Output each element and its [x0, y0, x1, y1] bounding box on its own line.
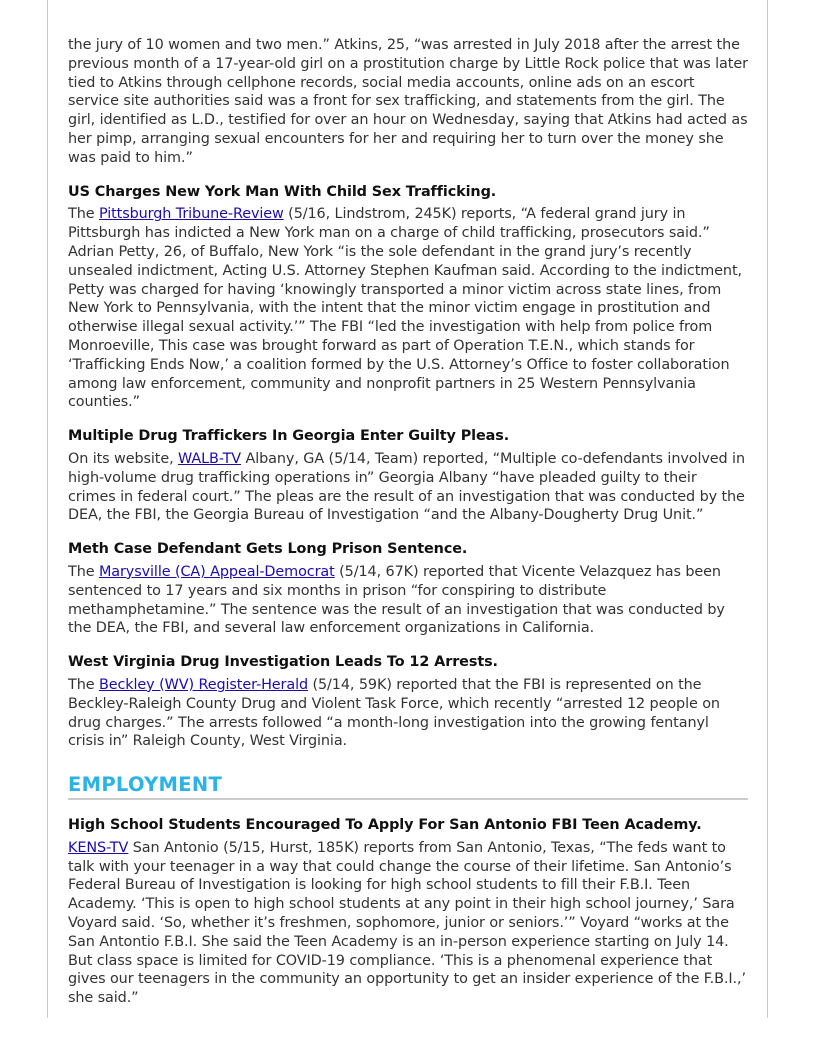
story-headline: High School Students Encouraged To Apply For San Antonio FBI Teen Academy. [68, 817, 702, 834]
newsletter-content [68, 36, 748, 1008]
story-3 [68, 653, 748, 751]
story-paragraph [68, 839, 748, 1008]
story-lead: On its website, [68, 450, 179, 467]
story-lead: The [68, 206, 99, 223]
story-body: (5/14, 59K) reported that the FBI is represented on the Beckley-Raleigh County Drug and Violent Task Force, which recently “arrested 12 people on drug charges.” The arrests followed “a month-long investigation into the growing fentanyl crisis in” Raleigh County, West Virginia. [68, 676, 720, 750]
story-lead: The [68, 563, 99, 580]
source-link[interactable]: KENS-TV [68, 839, 129, 856]
story-body: (5/16, Lindstrom, 245K) reports, “A federal grand jury in Pittsburgh has indicted a New York man on a charge of child trafficking, prosecutors said.” Adrian Petty, 26, of Buffalo, New York “is the sole defendant in the grand jury’s recently unsealed indictment, Acting U.S. Attorney Stephen Kaufman said. According to the indictment, Petty was charged for having ‘knowingly transported a minor victim across state lines, from New York to Pennsylvania, with the intent that the minor victim engage in prostitution and otherwise illegal sexual activity.’” The FBI “led the investigation with help from police from Monroeville, This case was brought forward as part of Operation T.E.N., which stands for ‘Trafficking Ends Now,’ a coalition formed by the U.S. Attorney’s Office to foster collaboration among law enforcement, community and nonprofit partners in 25 Western Pennsylvania counties.” [68, 206, 742, 411]
story-paragraph [68, 676, 748, 751]
story-paragraph [68, 450, 748, 525]
source-link[interactable]: Marysville (CA) Appeal-Democrat [98, 563, 335, 580]
story-headline: West Virginia Drug Investigation Leads To 12 Arrests. [68, 654, 498, 671]
section-heading-employment: EMPLOYMENT [68, 773, 748, 800]
story-headline: Multiple Drug Traffickers In Georgia Enter Guilty Pleas. [68, 428, 510, 445]
story-body: Albany, GA (5/14, Team) reported, “Multiple co-defendants involved in high-volume drug trafficking operations in” Georgia Albany “have pleaded guilty to their crimes in federal court.” The pleas are the result of an investigation that was conducted by the DEA, the FBI, the Georgia Bureau of Investigation “and the Albany-Dougherty Drug Unit.” [68, 450, 745, 524]
story-body: San Antonio (5/15, Hurst, 185K) reports from San Antonio, Texas, “The feds want to talk with your teenager in a way that could change the course of their lifetime. San Antonio’s Federal Bureau of Investigation is looking for high school students to fill their F.B.I. Teen Academy. ‘This is open to high school students at any point in their high school journey,’ Sara Voyard said. ‘So, whether it’s freshmen, sophomore, junior or seniors.’” Voyard “works at the San Antontio F.B.I. She said the Teen Academy is an in-person experience starting on July 14. But class space is limited for COVID-19 compliance. ‘This is a phenomenal experience that gives our teenagers in the community an opportunity to get an insider experience of the F.B.I.,’ she said.” [68, 839, 746, 1007]
story-headline: US Charges New York Man With Child Sex Trafficking. [68, 183, 497, 200]
source-link[interactable]: Beckley (WV) Register-Herald [98, 676, 309, 693]
story-paragraph [68, 205, 748, 412]
intro-paragraph: the jury of 10 women and two men.” Atkins, 25, “was arrested in July 2018 after the arrest the previous month of a 17-year-old girl on a prostitution charge by Little Rock police that was later tied to Atkins through cellphone records, social media accounts, online ads on an escort service site authorities said was a front for sex trafficking, and statements from the girl. The girl, identified as L.D., testified for over an hour on Wednesday, saying that Atkins had acted as her pimp, arranging sexual encounters for her and requiring her to turn over the money she was paid to him.” [68, 37, 748, 166]
story-paragraph [68, 563, 748, 638]
source-link[interactable]: WALB-TV [178, 450, 242, 467]
story-employment [68, 816, 748, 1008]
story-2 [68, 540, 748, 638]
story-0 [68, 183, 748, 413]
story-body: (5/14, 67K) reported that Vicente Velazquez has been sentenced to 17 years and six months in prison “for conspiring to distribute methamphetamine.” The sentence was the result of an investigation that was conducted by the DEA, the FBI, and several law enforcement organizations in California. [68, 563, 725, 637]
story-1 [68, 427, 748, 525]
story-headline: Meth Case Defendant Gets Long Prison Sentence. [68, 541, 468, 558]
story-lead: The [68, 676, 99, 693]
source-link[interactable]: Pittsburgh Tribune-Review [98, 206, 284, 223]
